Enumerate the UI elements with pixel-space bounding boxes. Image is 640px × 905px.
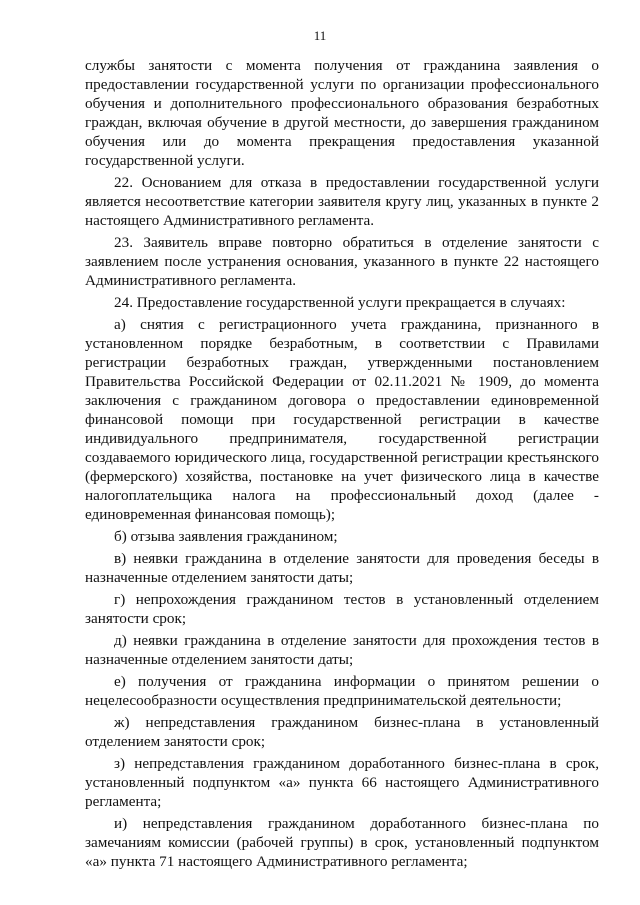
list-item-z: з) непредставления гражданином доработанного бизнес-плана в срок, установленный подпунктом «а» пункта 66 настоящего Административного регламента; [85,755,599,810]
paragraph-23: 23. Заявитель вправе повторно обратиться в отделение занятости с заявлением после устранения основания, указанного в пункте 22 настоящего Административного регламента. [85,234,599,289]
paragraph-22: 22. Основанием для отказа в предоставлении государственной услуги является несоответствие категории заявителя кругу лиц, указанных в пункте 2 настоящего Административного регламента. [85,174,599,229]
list-item-a: а) снятия с регистрационного учета гражданина, признанного в установленном порядке безработным, в соответствии с Правилами регистрации безработных граждан, утвержденными постановлением Правительства Российской Федерации от 02.11.2021 № 1909, до момента заключения с гражданином договора о предоставлении единовременной финансовой помощи при государственной регистрации в качестве индивидуального предпринимателя, государственной регистрации создаваемого юридического лица, государственной регистрации крестьянского (фермерского) хозяйства, постановке на учет физического лица в качестве налогоплательщика налога на профессиональный доход (далее - единовременная финансовая помощь); [85,316,599,523]
page-number: 11 [313,28,327,43]
list-item-zh: ж) непредставления гражданином бизнес-плана в установленный отделением занятости срок; [85,714,599,750]
list-item-e: е) получения от гражданина информации о принятом решении о нецелесообразности осуществления предпринимательской деятельности; [85,673,599,709]
list-item-v: в) неявки гражданина в отделение занятости для проведения беседы в назначенные отделением занятости даты; [85,550,599,586]
list-item-d: д) неявки гражданина в отделение занятости для прохождения тестов в назначенные отделением занятости даты; [85,632,599,668]
paragraph-continuation: службы занятости с момента получения от гражданина заявления о предоставлении государственной услуги по организации профессионального обучения и дополнительного профессионального образования безработных граждан, включая обучение в другой местности, до завершения гражданином обучения или до момента прекращения предоставления указанной государственной услуги. [85,57,599,169]
paragraph-24: 24. Предоставление государственной услуги прекращается в случаях: [114,294,566,311]
list-item-i: и) непредставления гражданином доработанного бизнес-плана по замечаниям комиссии (рабочей группы) в срок, установленный подпунктом «а» пункта 71 настоящего Административного регламента; [85,815,599,870]
list-item-b: б) отзыва заявления гражданином; [114,528,338,545]
list-item-g: г) непрохождения гражданином тестов в установленный отделением занятости срок; [85,591,599,627]
document-body [85,56,599,874]
